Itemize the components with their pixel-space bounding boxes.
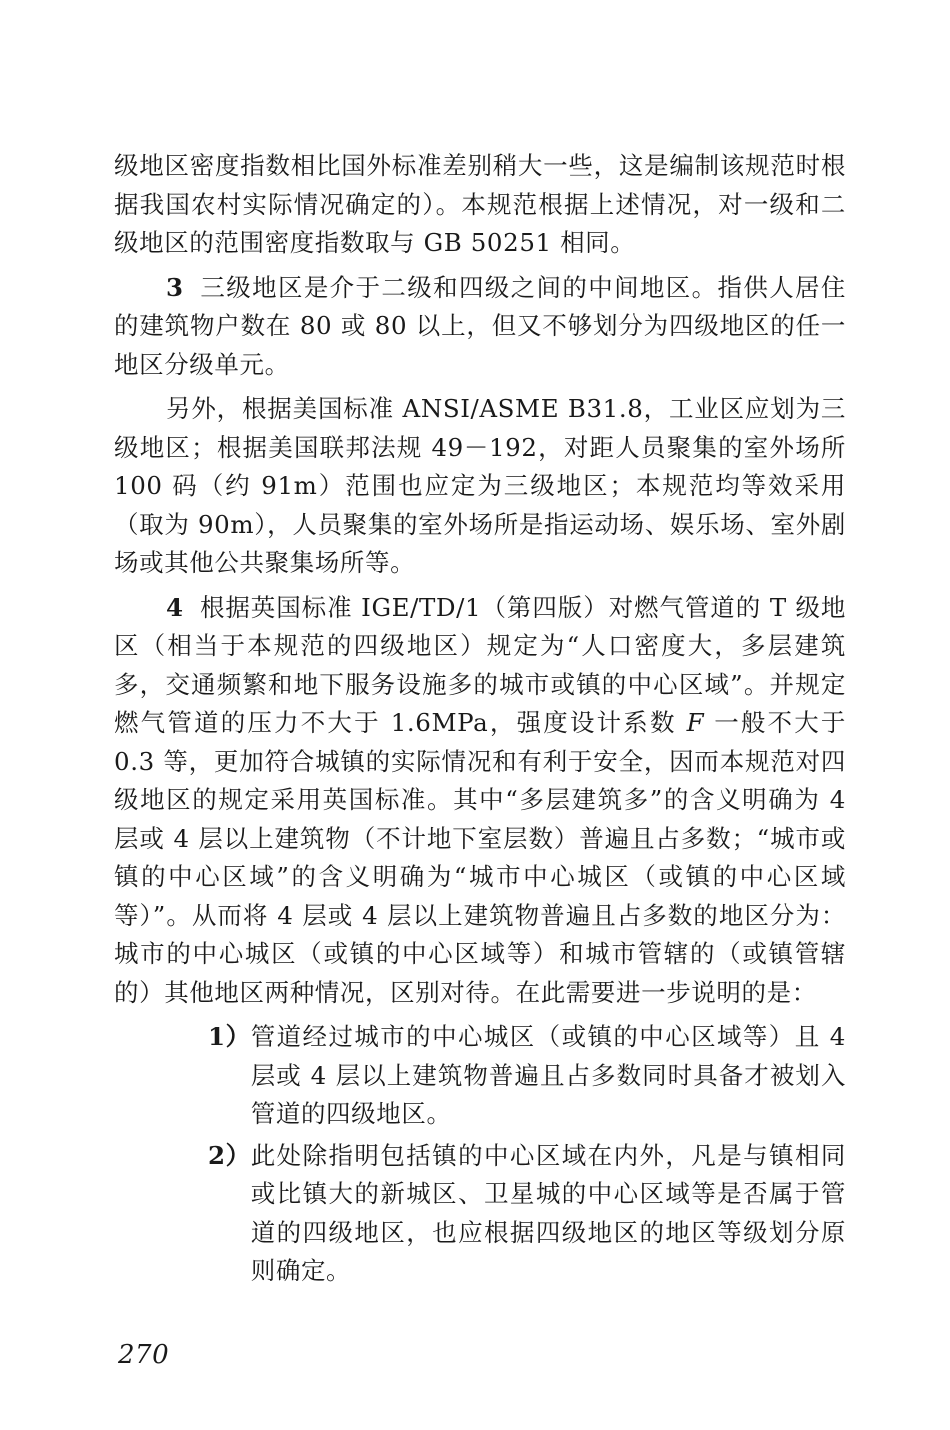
list-item-text: 管道经过城市的中心城区（或镇的中心区域等）且 4 层或 4 层以上建筑物普遍且占多数同时具备才被划入管道的四级地区。 <box>250 1022 846 1128</box>
list-marker: 2） <box>208 1140 251 1170</box>
paragraph-us-standard <box>114 390 846 583</box>
list-item <box>208 1137 846 1291</box>
design-factor-variable: F <box>686 708 705 737</box>
paragraph-continuation <box>114 147 846 263</box>
list-marker: 1） <box>208 1022 251 1051</box>
page-body <box>114 147 846 1294</box>
page-number: 270 <box>118 1340 170 1370</box>
clause-number: 3 <box>166 272 184 302</box>
list-item <box>208 1018 846 1134</box>
clause-3 <box>114 269 846 385</box>
paragraph-text: 级地区密度指数相比国外标准差别稍大一些，这是编制该规范时根据我国农村实际情况确定的）。本规范根据上述情况，对一级和二级地区的范围密度指数取与 GB 50251 相同。 <box>114 151 846 257</box>
clause-text-part2: 一般不大于 0.3 等，更加符合城镇的实际情况和有利于安全，因而本规范对四级地区的规定采用英国标准。其中“多层建筑多”的含义明确为 4 层或 4 层以上建筑物（不计地下室层数）普遍且占多数；“城市或镇的中心区域”的含义明确为“城市中心城区（或镇的中心区域等）”。从而将 4 层或 4 层以上建筑物普遍且占多数的地区分为：城市的中心城区（或镇的中心区域等）和城市管辖的（或镇管辖的）其他地区两种情况，区别对待。在此需要进一步说明的是： <box>114 708 847 1007</box>
clause-text-part1: 根据英国标准 IGE/TD/1（第四版）对燃气管道的 T 级地区（相当于本规范的四级地区）规定为“人口密度大，多层建筑多，交通频繁和地下服务设施多的城市或镇的中心区域”。并规定燃气管道的压力不大于 1.6MPa，强度设计系数 <box>114 592 846 737</box>
numbered-list <box>208 1018 846 1291</box>
paragraph-text: 另外，根据美国标准 ANSI/ASME B31.8，工业区应划为三级地区；根据美国联邦法规 49－192，对距人员聚集的室外场所 100 码（约 91m）范围也应定为三级地区；本规范均等效采用（取为 90m），人员聚集的室外场所是指运动场、娱乐场、室外剧场或其他公共聚集场所等。 <box>114 394 846 577</box>
clause-number: 4 <box>166 592 184 622</box>
clause-text: 三级地区是介于二级和四级之间的中间地区。指供人居住的建筑物户数在 80 或 80 以上，但又不够划分为四级地区的任一地区分级单元。 <box>114 272 846 379</box>
list-item-text: 此处除指明包括镇的中心区域在内外，凡是与镇相同或比镇大的新城区、卫星城的中心区域等是否属于管道的四级地区，也应根据四级地区的地区等级划分原则确定。 <box>250 1140 846 1285</box>
clause-4 <box>114 589 846 1013</box>
